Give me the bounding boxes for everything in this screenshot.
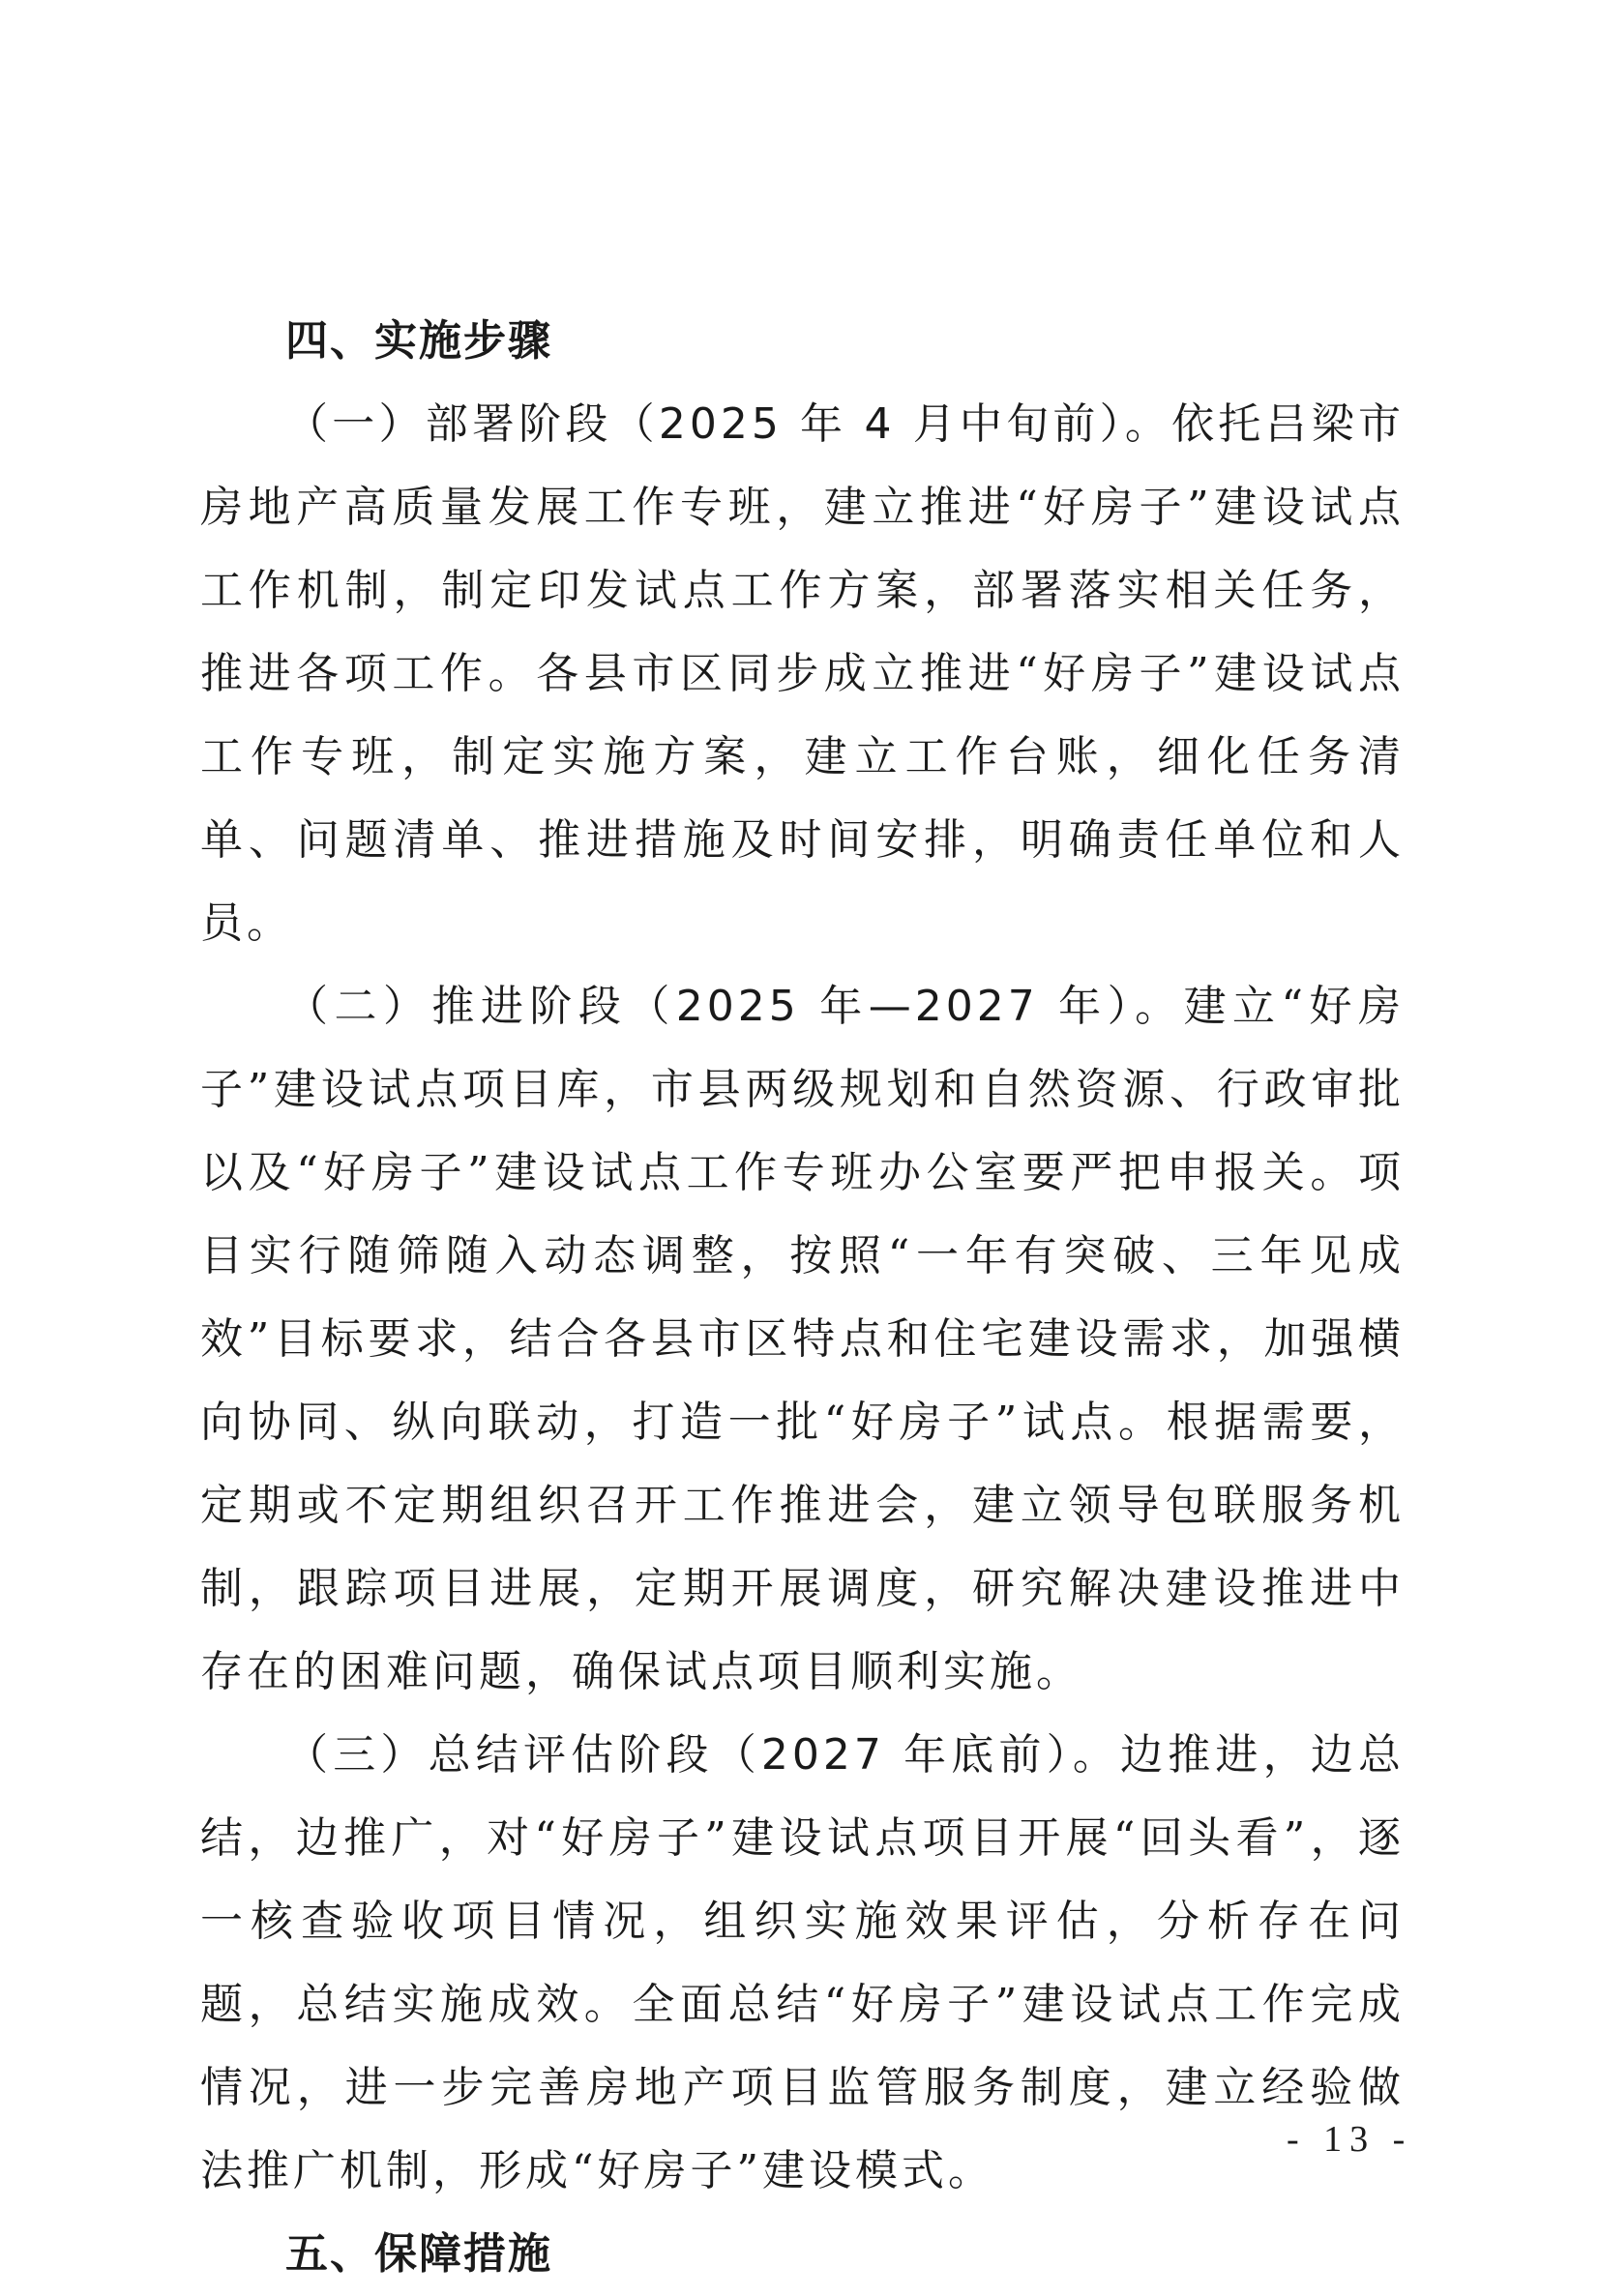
document-body — [200, 300, 1405, 2296]
paragraph-text: 。边推进，边总结，边推广，对“好房子”建设试点项目开展“回头看”，逐一核查验收项目情况，组织实施效果评估，分析存在问题，总结实施成效。全面总结“好房子”建设试点工作完成情况，进一步完善房地产项目监管服务制度，建立经验做法推广机制，形成“好房子”建设模式。 — [200, 1730, 1405, 2195]
section-heading-safeguard-measures: 五、保障措施 — [285, 2229, 552, 2279]
paragraph-text: 。建立“好房子”建设试点项目库，市县两级规划和自然资源、行政审批以及“好房子”建设试点工作专班办公室要严把申报关。项目实行随筛随入动态调整，按照“一年有突破、三年见成效”目标要求，结合各县市区特点和住宅建设需求，加强横向协同、纵向联动，打造一批“好房子”试点。根据需要，定期或不定期组织召开工作推进会，建立领导包联服务机制，跟踪项目进展，定期开展调度，研究解决建设推进中存在的困难问题，确保试点项目顺利实施。 — [200, 982, 1405, 1696]
subheading-summary-evaluation-stage: （三）总结评估阶段（2027 年底前） — [285, 1730, 1073, 1780]
section-heading-implementation-steps: 四、实施步骤 — [285, 316, 552, 366]
paragraph-text: 。依托吕梁市房地产高质量发展工作专班，建立推进“好房子”建设试点工作机制，制定印发试点工作方案，部署落实相关任务，推进各项工作。各县市区同步成立推进“好房子”建设试点工作专班，制定实施方案，建立工作台账，细化任务清单、问题清单、推进措施及时间安排，明确责任单位和人员。 — [200, 399, 1405, 948]
paragraph-advancement-stage — [200, 965, 1405, 1714]
subheading-deployment-stage: （一）部署阶段（2025 年 4 月中旬前） — [285, 399, 1125, 449]
paragraph-deployment-stage — [200, 383, 1405, 965]
page-number: - 13 - — [1287, 2119, 1413, 2160]
subheading-advancement-stage: （二）推进阶段（2025 年—2027 年） — [285, 982, 1136, 1031]
paragraph-summary-evaluation-stage — [200, 1714, 1405, 2213]
